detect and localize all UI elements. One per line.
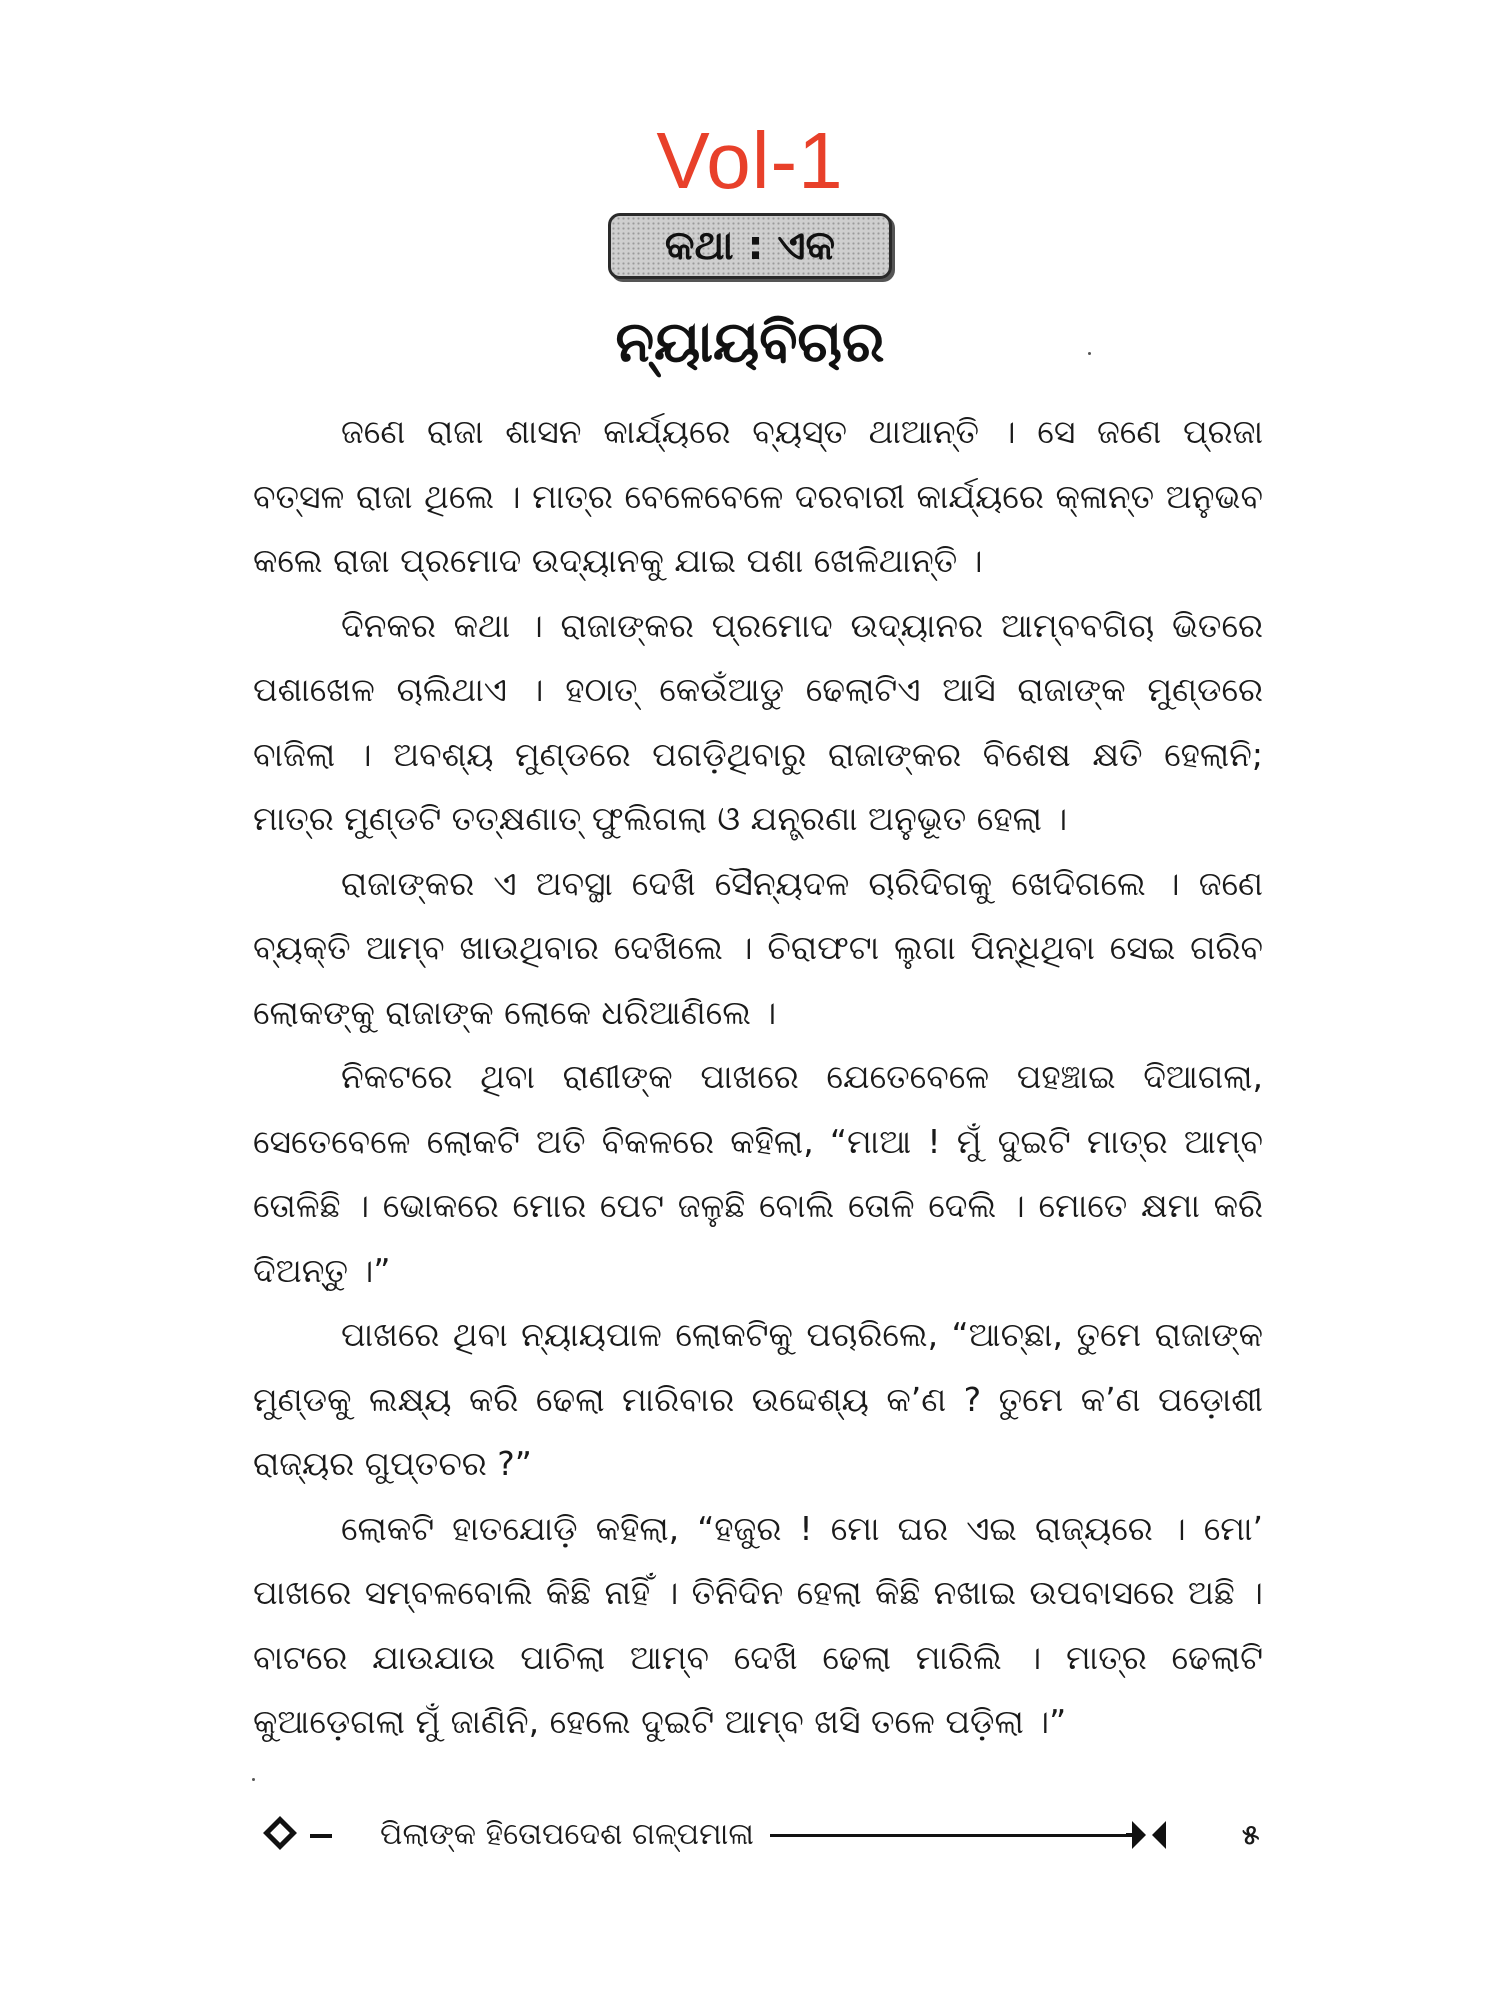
bookend-ornament-icon [1126, 1819, 1168, 1851]
paragraph: ରାଜାଙ୍କର ଏ ଅବସ୍ଥା ଦେଖି ସୈନ୍ୟଦଳ ଚାରିଦିଗକୁ ଖେଦିଗଲେ । ଜଣେ ବ୍ୟକ୍ତି ଆମ୍ବ ଖାଉଥିବାର ଦେଖିଲେ । ଚିରାଫଟା ଲୁଗା ପିନ୍ଧିଥିବା ସେଇ ଗରିବ ଲୋକଙ୍କୁ ରାଜାଙ୍କ ଲୋକେ ଧରିଆଣିଲେ । [253, 863, 1263, 1032]
paragraph: ଲୋକଟି ହାତଯୋଡ଼ି କହିଲା, “ହଜୁର ! ମୋ ଘର ଏଇ ରାଜ୍ୟରେ । ମୋ’ ପାଖରେ ସମ୍ବଳବୋଲି କିଛି ନାହିଁ । ତିନିଦିନ ହେଲା କିଛି ନଖାଇ ଉପବାସରେ ଅଛି । ବାଟରେ ଯାଉଯାଉ ପାଚିଲା ଆମ୍ବ ଦେଖି ଢେଲା ମାରିଲି । ମାତ୍ର ଢେଲାଟି କୁଆଡ଼େଗଲା ମୁଁ ଜାଣିନି, ହେଲେ ଦୁଇଟି ଆମ୍ବ ଖସି ତଳେ ପଡ଼ିଲା ।” [253, 1508, 1263, 1741]
print-speck [1088, 352, 1091, 355]
page-number: ୫ [1242, 1818, 1260, 1851]
story-title: ନ୍ୟାୟବିଚାର [615, 310, 885, 375]
footer-book-title: ପିଲାଙ୍କ ହିତୋପଦେଶ ଗଳ୍ପମାଳା [380, 1817, 754, 1852]
volume-label: Vol-1 [656, 116, 844, 205]
paragraph: ନିକଟରେ ଥିବା ରାଣୀଙ୍କ ପାଖରେ ଯେତେବେଳେ ପହଞ୍ଚାଇ ଦିଆଗଲା, ସେତେବେଳେ ଲୋକଟି ଅତି ବିକଳରେ କହିଲା, “ମାଆ ! ମୁଁ ଦୁଇଟି ମାତ୍ର ଆମ୍ବ ତୋଳିଛି । ଭୋକରେ ମୋର ପେଟ ଜଳୁଛି ବୋଲି ତୋଳି ଦେଲି । ମୋତେ କ୍ଷମା କରି ଦିଅନ୍ତୁ ।” [253, 1057, 1263, 1290]
paragraph: ଦିନକର କଥା । ରାଜାଙ୍କର ପ୍ରମୋଦ ଉଦ୍ୟାନର ଆମ୍ବବଗିଚା ଭିତରେ ପଶାଖେଳ ଚାଲିଥାଏ । ହଠାତ୍ କେଉଁଆଡୁ ଢେଲାଟିଏ ଆସି ରାଜାଙ୍କ ମୁଣ୍ଡରେ ବାଜିଲା । ଅବଶ୍ୟ ମୁଣ୍ଡରେ ପଗଡ଼ିଥିବାରୁ ରାଜାଙ୍କର ବିଶେଷ କ୍ଷତି ହେଲାନି; ମାତ୍ର ମୁଣ୍ଡଟି ତତ୍‌କ୍ଷଣାତ୍ ଫୁଲିଗଲା ଓ ଯନ୍ତ୍ରଣା ଅନୁଭୂତ ହେଲା । [253, 605, 1263, 838]
story-number-badge: କଥା : ଏକ [608, 213, 892, 279]
paragraph: ଜଣେ ରାଜା ଶାସନ କାର୍ଯ୍ୟରେ ବ୍ୟସ୍ତ ଥାଆନ୍ତି । ସେ ଜଣେ ପ୍ରଜା ବତ୍ସଳ ରାଜା ଥିଲେ । ମାତ୍ର ବେଳେବେଳେ ଦରବାରୀ କାର୍ଯ୍ୟରେ କ୍ଳାନ୍ତ ଅନୁଭବ କଲେ ରାଜା ପ୍ରମୋଦ ଉଦ୍ୟାନକୁ ଯାଇ ପଶା ଖେଳିଥାନ୍ତି । [253, 412, 1263, 580]
footer-rule [770, 1834, 1130, 1837]
paragraph: ପାଖରେ ଥିବା ନ୍ୟାୟପାଳ ଲୋକଟିକୁ ପଚାରିଲେ, “ଆଚ୍ଛା, ତୁମେ ରାଜାଙ୍କ ମୁଣ୍ଡକୁ ଲକ୍ଷ୍ୟ କରି ଢେଲା ମାରିବାର ଉଦ୍ଦେଶ୍ୟ କ’ଣ ? ତୁମେ କ’ଣ ପଡ଼ୋଶୀ ରାଜ୍ୟର ଗୁପ୍ତଚର ?” [253, 1315, 1263, 1483]
diamond-outline-icon [263, 1816, 297, 1850]
print-speck [252, 1778, 255, 1781]
story-body [253, 400, 1263, 1755]
footer-dash [310, 1834, 332, 1838]
page-footer [262, 1815, 1272, 1855]
